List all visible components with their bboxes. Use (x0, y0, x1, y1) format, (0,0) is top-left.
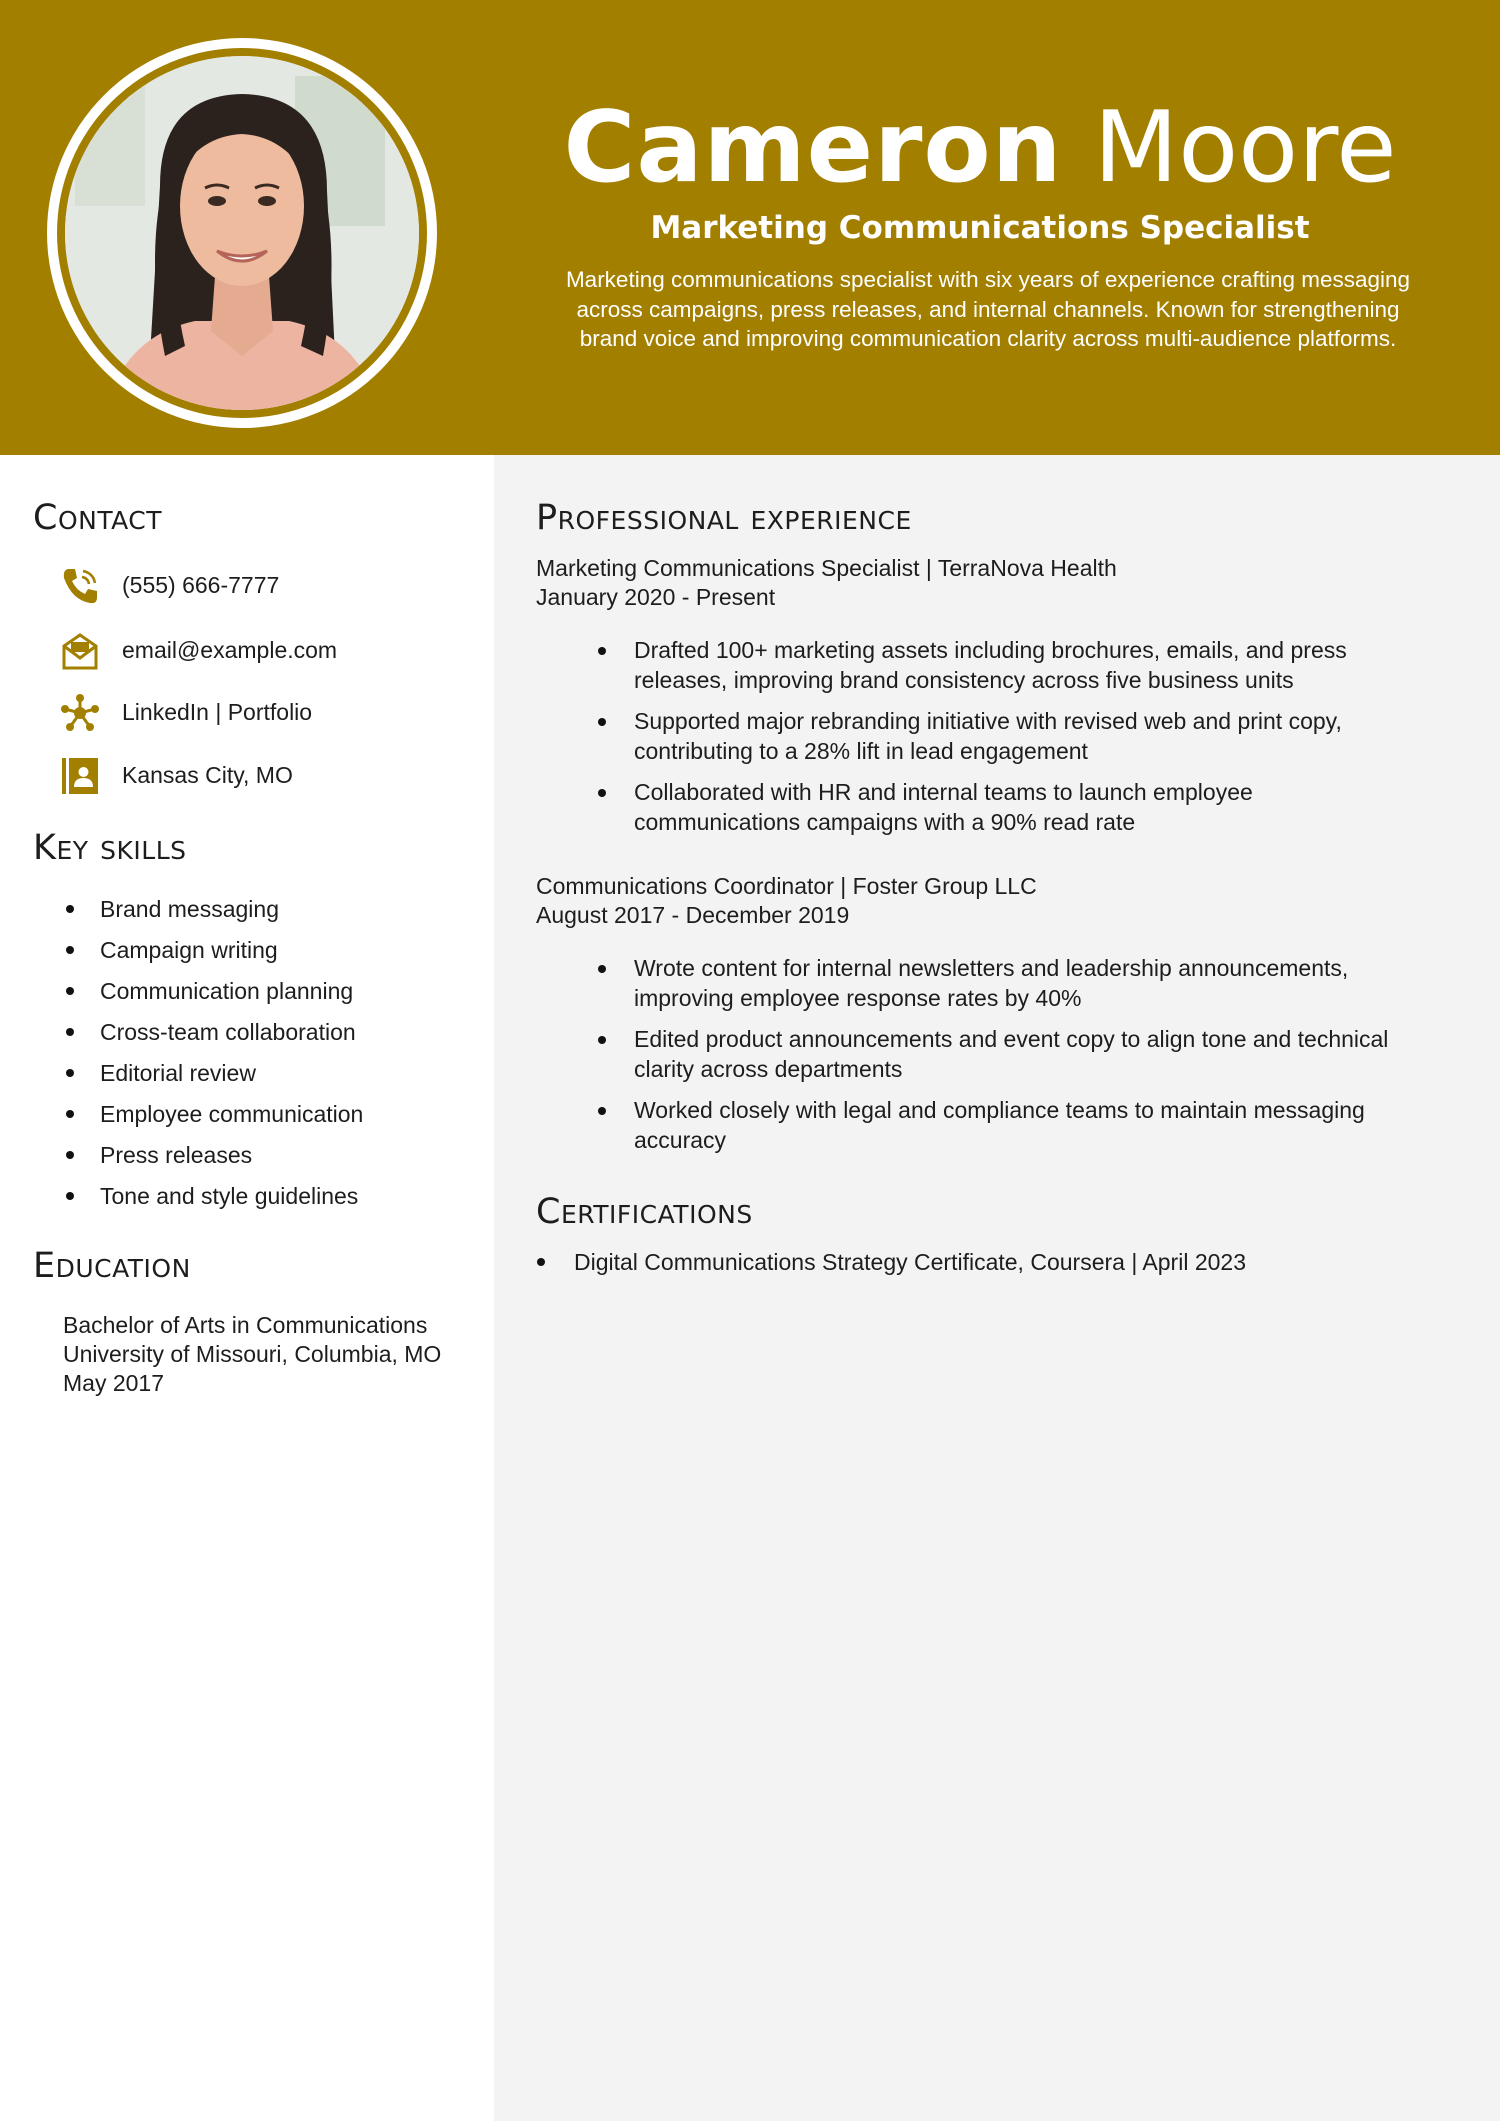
certification-item: Digital Communications Strategy Certificate, Coursera | April 2023 (574, 1247, 1434, 1277)
first-name: Cameron (563, 91, 1063, 205)
job-bullet: Drafted 100+ marketing assets including brochures, emails, and press releases, improving brand consistency across five business units (634, 636, 1424, 695)
job-bullet: Supported major rebranding initiative with revised web and print copy, contributing to a 28% lift in lead engagement (634, 707, 1424, 766)
experience-heading: Professional experience (536, 498, 912, 538)
job-title: Marketing Communications Specialist (650, 210, 1310, 246)
network-icon (60, 693, 100, 733)
job-bullet: Wrote content for internal newsletters and leadership announcements, improving employee response rates by 40% (634, 954, 1424, 1013)
phone-text: (555) 666-7777 (122, 572, 280, 598)
contact-links (60, 689, 480, 737)
skill-item: Brand messaging (100, 894, 363, 935)
phone-icon (60, 566, 100, 606)
certifications-heading: Certifications (536, 1192, 753, 1232)
skill-item: Campaign writing (100, 935, 363, 976)
graduation-date: May 2017 (63, 1370, 165, 1396)
skill-item: Communication planning (100, 976, 363, 1017)
job-bullet: Collaborated with HR and internal teams to launch employee communications campaigns with a 90% read rate (634, 778, 1424, 837)
skill-item: Editorial review (100, 1058, 363, 1099)
candidate-name (520, 88, 1440, 208)
professional-summary: Marketing communications specialist with six years of experience crafting messaging across campaigns, press releases, and internal channels. Known for strengthening brand voice and improving communication clarity across multi-audience platforms. (565, 267, 1411, 351)
header-banner (0, 0, 1500, 455)
email-text: email@example.com (122, 637, 338, 663)
contact-location (60, 752, 480, 800)
profile-photo-frame (47, 38, 437, 428)
degree: Bachelor of Arts in Communications (63, 1312, 428, 1338)
school: University of Missouri, Columbia, MO (63, 1341, 442, 1367)
skills-list (100, 894, 363, 1222)
skill-item: Press releases (100, 1140, 363, 1181)
education-heading: Education (33, 1246, 191, 1286)
profile-photo (65, 56, 419, 410)
address-book-icon (60, 756, 100, 796)
job-2-dates: August 2017 - December 2019 (536, 902, 850, 928)
last-name: Moore (1093, 91, 1397, 205)
skill-item: Employee communication (100, 1099, 363, 1140)
certifications-list (574, 1247, 1434, 1277)
skill-item: Tone and style guidelines (100, 1181, 363, 1222)
contact-email (60, 627, 480, 675)
job-1-dates: January 2020 - Present (536, 584, 776, 610)
links-text: LinkedIn | Portfolio (122, 699, 313, 725)
job-1-title: Marketing Communications Specialist | TerraNova Health (536, 555, 1117, 581)
job-2-title: Communications Coordinator | Foster Group LLC (536, 873, 1037, 899)
job-bullet: Edited product announcements and event copy to align tone and technical clarity across departments (634, 1025, 1424, 1084)
job-2-bullets (634, 954, 1424, 1167)
contact-phone (60, 562, 480, 610)
skills-heading: Key skills (33, 828, 187, 868)
location-text: Kansas City, MO (122, 762, 293, 788)
envelope-icon (60, 631, 100, 671)
skill-item: Cross-team collaboration (100, 1017, 363, 1058)
job-1-bullets (634, 636, 1424, 849)
contact-heading: Contact (33, 498, 163, 538)
job-bullet: Worked closely with legal and compliance teams to maintain messaging accuracy (634, 1096, 1424, 1155)
